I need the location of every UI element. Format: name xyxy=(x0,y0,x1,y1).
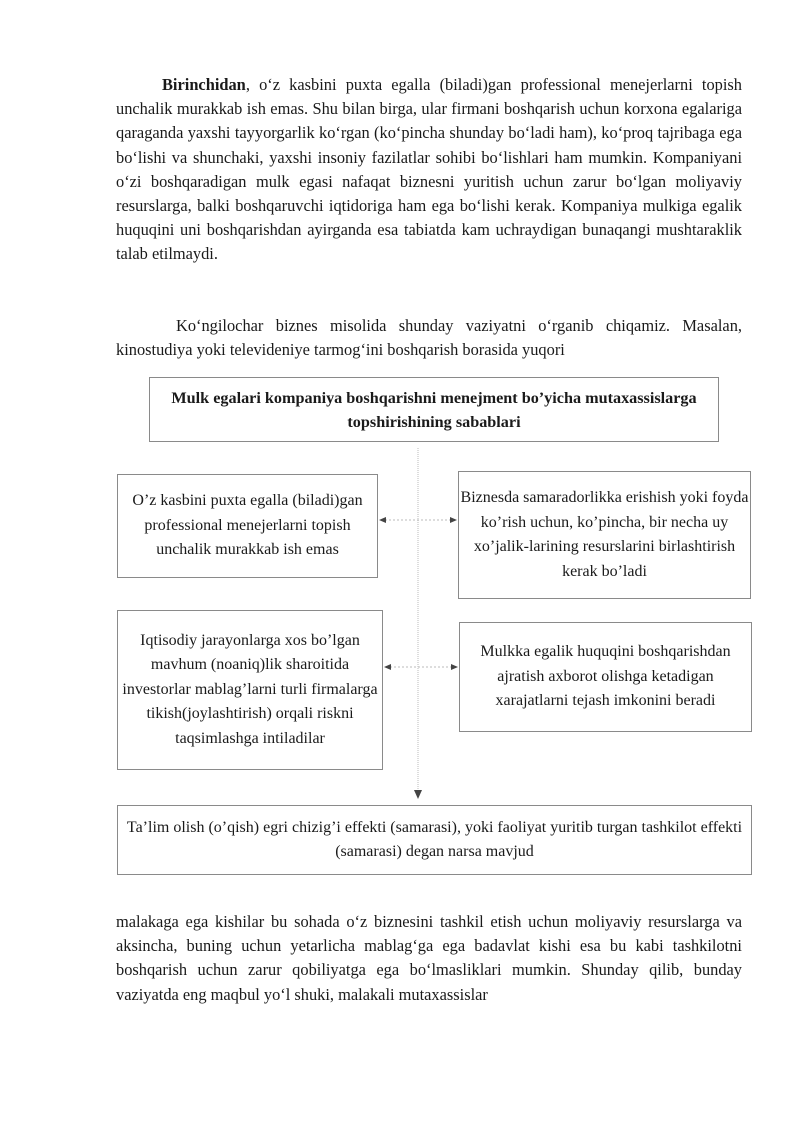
reason-box-risk-distribution xyxy=(117,610,383,770)
diagram-title-box xyxy=(149,377,719,442)
arrow-head-right-top xyxy=(450,517,457,523)
paragraph-3: malakaga ega kishilar bu sohada o‘z biznesini tashkil etish uchun moliyaviy resurslarga va aksincha, buning uchun yetarlicha mablag‘ga ega badavlat kishi esa bu kabi tashkilotni boshqarish uchun zarur qobiliyatga ega bo‘lmasliklari mumkin. Shunday qilib, bunday vaziyatda eng maqbul yo‘l shuki, malakali mutaxassislar xyxy=(116,912,742,1004)
reason-text: Biznesda samaradorlikka erishish yoki foyda ko’rish uchun, ko’pincha, bir necha uy xo’jalik-larining resurslarini birlashtirish kerak bo’ladi xyxy=(460,489,749,580)
reason-text: Iqtisodiy jarayonlarga xos bo’lgan mavhum (noaniq)lik sharoitida investorlar mablag’larni turli firmalarga tikish(joylashtirish) orqali riskni taqsimlashga intiladilar xyxy=(122,631,378,747)
reason-text: O’z kasbini puxta egalla (biladi)gan professional menejerlarni topish unchalik murakkab ish emas xyxy=(132,492,363,559)
reason-text: Ta’lim olish (o’qish) egri chizig’i effekti (samarasi), yoki faoliyat yuritib turgan tashkilot effekti (samarasi) degan narsa mavjud xyxy=(126,818,743,860)
paragraph-1-lead: Birinchidan xyxy=(162,75,246,94)
paragraph-2: Ko‘ngilochar biznes misolida shunday vaziyatni o‘rganib chiqamiz. Masalan, kinostudiya yoki televideniye tarmog‘ini boshqarish borasida yuqori xyxy=(116,316,742,360)
reason-text: Mulkka egalik huquqini boshqarishdan ajratish axborot olishga ketadigan xarajatlarni tejash imkonini beradi xyxy=(480,643,731,710)
arrow-head-down xyxy=(414,790,422,799)
learning-curve-box xyxy=(117,805,752,875)
arrow-head-right-bottom xyxy=(451,664,458,670)
reason-box-combine-resources xyxy=(458,471,751,599)
paragraph-1-text: , o‘z kasbini puxta egalla (biladi)gan professional menejerlarni topish unchalik murakkab ish emas. Shu bilan birga, ular firmani boshqarish uchun korxona egalariga qaraganda yaxshi tayyorgarlik ko‘rgan (ko‘pincha shunday bo‘ladi ham), ko‘proq tajribaga ega bo‘lishi va shunchaki, yaxshi insoniy fazilatlar sohibi bo‘lishlari ham mumkin. Kompaniyani o‘zi boshqaradigan mulk egasi nafaqat biznesni yuritish uchun zarur bo‘lgan moliyaviy resurslarga, balki boshqaruvchi iqtidoriga ham ega bo‘lishi kerak. Kompaniya mulkiga egalik huquqini uni boshqarishdan ayirganda esa tabiatda kam uchraydigan bunaqangi mushtaraklik talab etilmaydi. xyxy=(116,75,742,264)
arrow-head-left-bottom xyxy=(384,664,391,670)
arrow-head-left-top xyxy=(379,517,386,523)
reason-box-information-costs xyxy=(459,622,752,732)
reason-box-professional-managers xyxy=(117,474,378,578)
diagram-title: Mulk egalari kompaniya boshqarishni menejment bo’yicha mutaxassislarga topshirishining sabablari xyxy=(171,388,697,431)
